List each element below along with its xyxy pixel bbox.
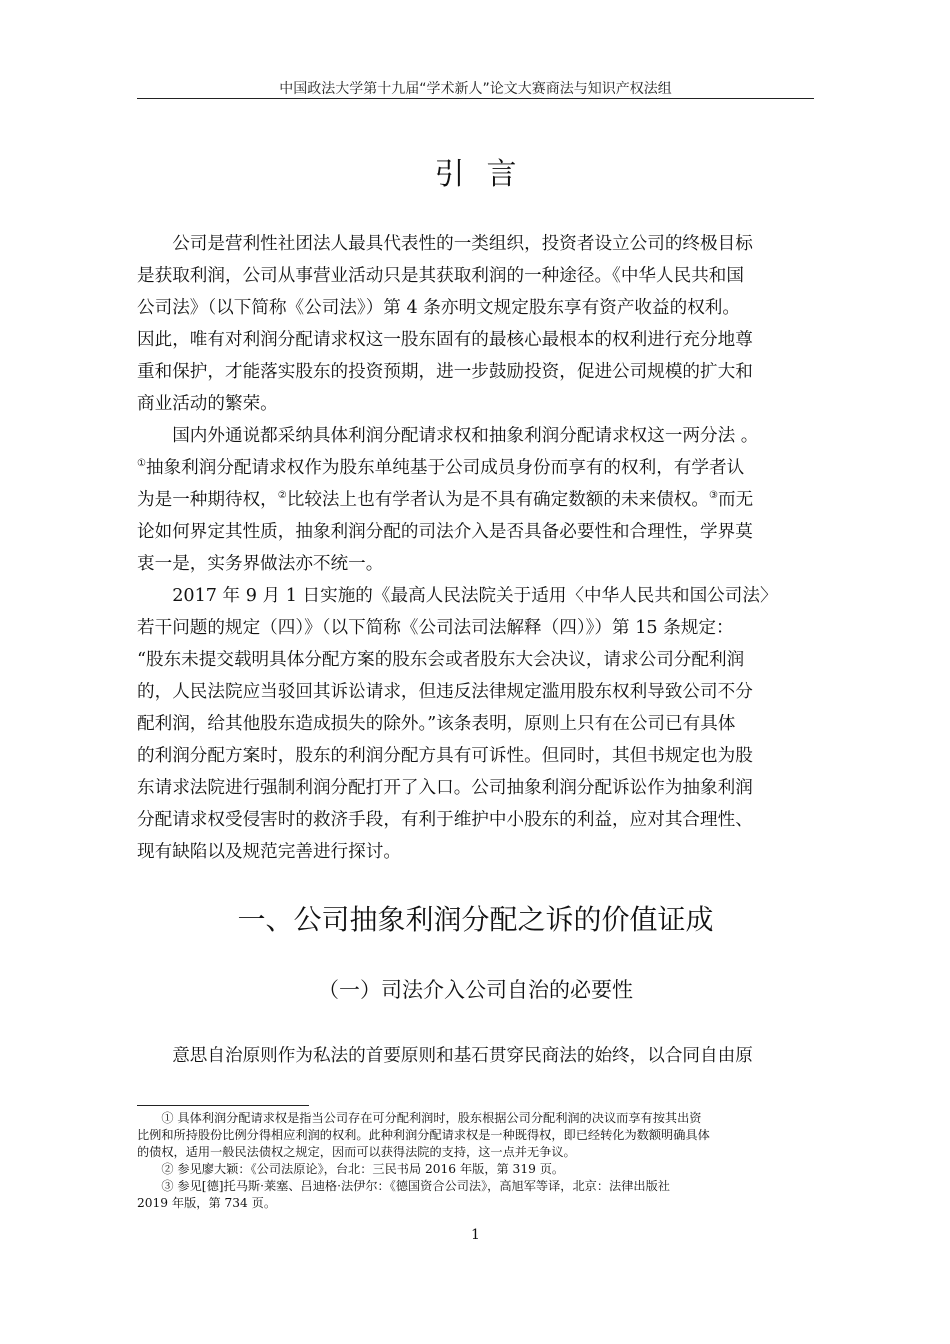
text-line: 重和保护，才能落实股东的投资预期，进一步鼓励投资，促进公司规模的扩大和 — [137, 362, 753, 382]
footnote-line: ① 具体利润分配请求权是指当公司存在可分配利润时，股东根据公司分配利润的决议而享有按其出资 — [137, 1111, 702, 1125]
text-line: 的，人民法院应当驳回其诉讼请求，但违反法律规定滥用股东权利导致公司不分 — [137, 682, 753, 702]
footnote-line: 2019 年版，第 734 页。 — [137, 1196, 277, 1210]
text-line — [137, 452, 814, 484]
footnote-rule — [137, 1105, 309, 1106]
text-line: 公司法》（以下简称《公司法》）第 4 条亦明文规定股东享有资产收益的权利。 — [137, 298, 740, 318]
text-line: 2017 年 9 月 1 日实施的《最高人民法院关于适用〈中华人民共和国公司法〉 — [137, 586, 778, 606]
footnote-line: ② 参见廖大颖：《公司法原论》，台北：三民书局 2016 年版，第 319 页。 — [137, 1162, 565, 1176]
text-line: 现有缺陷以及规范完善进行探讨。 — [137, 842, 401, 862]
text-line: 意思自治原则作为私法的首要原则和基石贯穿民商法的始终，以合同自由原 — [137, 1046, 753, 1066]
text-line: 若干问题的规定（四）》（以下简称《公司法司法解释（四）》）第 15 条规定： — [137, 618, 734, 638]
text-fragment: 抽象利润分配请求权作为股东单纯基于公司成员身份而享有的权利，有学者认 — [145, 458, 745, 478]
footnotes — [137, 1110, 814, 1212]
footnote-line: ③ 参见[德]托马斯·莱塞、吕迪格·法伊尔：《德国资合公司法》，高旭军等译，北京：法律出版社 — [137, 1179, 670, 1193]
running-header: 中国政法大学第十九届“学术新人”论文大赛商法与知识产权法组 — [279, 81, 672, 97]
header-rule — [137, 98, 814, 99]
section-paragraph-1 — [137, 1040, 814, 1072]
section-heading: 一、公司抽象利润分配之诉的价值证成 — [237, 903, 714, 936]
text-fragment: 比较法上也有学者认为是不具有确定数额的未来债权。 — [286, 490, 709, 510]
footnote-line: 的债权，适用一般民法债权之规定，因而可以获得法院的支持，这一点并无争议。 — [137, 1145, 576, 1159]
footnote-3 — [137, 1178, 814, 1212]
text-line: 商业活动的繁荣。 — [137, 394, 278, 414]
footnote-1 — [137, 1110, 814, 1161]
text-line: 国内外通说都采纳具体利润分配请求权和抽象利润分配请求权这一两分法 。 — [137, 426, 759, 446]
page-title: 引言 — [434, 157, 539, 192]
intro-paragraph-3 — [137, 580, 814, 868]
footnote-ref-2[interactable]: ② — [277, 490, 287, 502]
page-number: 1 — [471, 1227, 480, 1243]
text-fragment: 为是一种期待权， — [137, 490, 278, 510]
footnote-ref-3[interactable]: ③ — [709, 490, 718, 502]
subsection-heading: （一）司法介入公司自治的必要性 — [318, 978, 633, 1002]
text-line: 因此，唯有对利润分配请求权这一股东固有的最核心最根本的权利进行充分地尊 — [137, 330, 753, 350]
text-line: 衷一是，实务界做法亦不统一。 — [137, 554, 384, 574]
text-line: 配利润，给其他股东造成损失的除外。”该条表明，原则上只有在公司已有具体 — [137, 714, 736, 734]
text-fragment: 而无 — [717, 490, 754, 510]
text-line: “股东未提交载明具体分配方案的股东会或者股东大会决议，请求公司分配利润 — [137, 650, 745, 670]
footnote-2 — [137, 1161, 814, 1178]
text-line — [137, 484, 814, 516]
footnote-line: 比例和所持股份比例分得相应利润的权利。此种利润分配请求权是一种既得权，即已经转化为数额明确具体 — [137, 1128, 710, 1142]
text-line: 公司是营利性社团法人最具代表性的一类组织，投资者设立公司的终极目标 — [137, 234, 753, 254]
intro-paragraph-1 — [137, 228, 814, 420]
text-line: 东请求法院进行强制利润分配打开了入口。公司抽象利润分配诉讼作为抽象利润 — [137, 778, 753, 798]
text-line: 的利润分配方案时，股东的利润分配方具有可诉性。但同时，其但书规定也为股 — [137, 746, 753, 766]
text-line: 是获取利润，公司从事营业活动只是其获取利润的一种途径。《中华人民共和国 — [137, 266, 744, 286]
text-line: 论如何界定其性质，抽象利润分配的司法介入是否具备必要性和合理性，学界莫 — [137, 522, 753, 542]
text-line: 分配请求权受侵害时的救济手段，有利于维护中小股东的利益，应对其合理性、 — [137, 810, 753, 830]
footnote-ref-1[interactable]: ① — [137, 458, 146, 470]
intro-paragraph-2 — [137, 420, 814, 580]
